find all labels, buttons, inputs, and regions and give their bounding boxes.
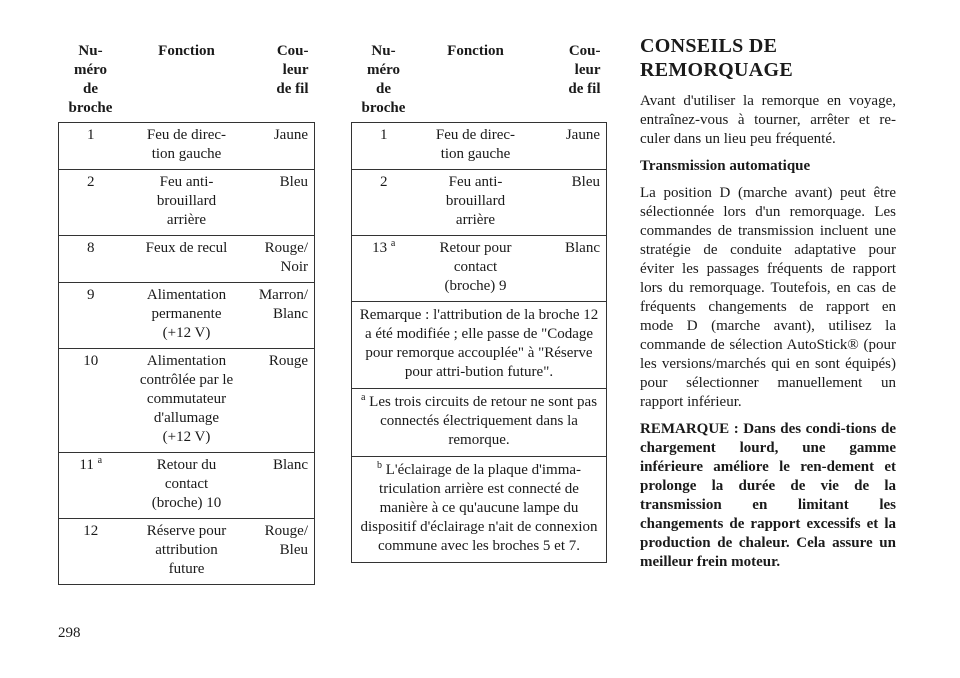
- table-row: [352, 236, 607, 302]
- pin-number-cell: [59, 453, 123, 519]
- header-function: Fonction: [447, 43, 504, 59]
- pin-number: 1: [87, 127, 95, 143]
- pin-number: 2: [380, 174, 388, 190]
- towing-tips-section: [640, 34, 896, 580]
- wire-color-cell: Rouge/ Bleu: [251, 519, 315, 585]
- function-cell: Feu de direc- tion gauche: [435, 127, 516, 162]
- pin-number-cell: [59, 236, 123, 283]
- function-cell: Feux de recul: [145, 240, 228, 256]
- function-cell: Retour pour contact (broche) 9: [439, 240, 512, 294]
- footnote-mark: a: [390, 238, 396, 249]
- function-cell: Alimentation permanente (+12 V): [146, 287, 227, 341]
- pin-number-cell: [59, 283, 123, 349]
- table-row: [59, 349, 315, 453]
- wire-color-cell: Bleu: [536, 170, 607, 236]
- footnote-mark: a: [97, 455, 103, 466]
- footnote-a: [352, 389, 607, 457]
- header-wire-color: Cou- leur de fil: [276, 43, 309, 97]
- table-row: [352, 123, 607, 170]
- pin-number-cell: [59, 519, 123, 585]
- header-pin-number: Nu- méro de broche: [361, 43, 406, 116]
- wire-color-cell: Bleu: [251, 170, 315, 236]
- wire-color-cell: Jaune: [251, 123, 315, 170]
- table-row: [59, 170, 315, 236]
- wire-color-cell: Jaune: [536, 123, 607, 170]
- pin-number: 10: [83, 353, 99, 369]
- function-cell: Feu anti- brouillard arrière: [156, 174, 217, 228]
- table-row: [59, 283, 315, 349]
- page-number: 298: [58, 625, 81, 641]
- remark-row: [352, 302, 607, 389]
- pin-number: 11: [79, 457, 94, 473]
- footnote-b-row: [352, 457, 607, 563]
- footnote-b-text: L'éclairage de la plaque d'imma-triculation arrière est connecté de manière à ce qu'aucune lampe du dispositif d'éclairage n'ait de connexion commune avec les broches 5 et 7.: [360, 462, 598, 554]
- header-pin-number: Nu- méro de broche: [68, 43, 113, 116]
- pin-number-cell: [352, 170, 416, 236]
- function-cell: Réserve pour attribution future: [146, 523, 227, 577]
- footnote-a-text: Les trois circuits de retour ne sont pas connectés électriquement dans la remorque.: [369, 394, 598, 448]
- pin-number-cell: [59, 170, 123, 236]
- intro-paragraph: Avant d'utiliser la remorque en voyage, entraînez-vous à tourner, arrêter et re-culer dans un lieu peu fréquenté.: [640, 93, 896, 147]
- pin-number: 9: [87, 287, 95, 303]
- pin-number: 2: [87, 174, 95, 190]
- footnote-a-mark: a: [360, 392, 366, 403]
- table-row: [59, 519, 315, 585]
- function-cell: Feu anti- brouillard arrière: [445, 174, 506, 228]
- subheading: Transmission automatique: [640, 158, 811, 174]
- pin-number-cell: [59, 349, 123, 453]
- table-row: [59, 453, 315, 519]
- pin-number: 1: [380, 127, 388, 143]
- table-row: [352, 170, 607, 236]
- pin-number-cell: [352, 236, 416, 302]
- wiring-table-1: [58, 40, 315, 585]
- pin-number: 12: [83, 523, 99, 539]
- section-title: CONSEILS DE REMORQUAGE: [640, 35, 793, 81]
- pin-number-cell: [59, 123, 123, 170]
- pin-number: 13: [372, 240, 388, 256]
- footnote-b: [352, 457, 607, 563]
- table-row: [59, 123, 315, 170]
- wire-color-cell: Rouge/ Noir: [251, 236, 315, 283]
- wire-color-cell: Rouge: [251, 349, 315, 453]
- function-cell: Retour du contact (broche) 10: [151, 457, 222, 511]
- note-paragraph: REMARQUE : Dans des condi-tions de chargement lourd, une gamme inférieure améliore le ren-dement et prolonge la durée de vie de la transmission en limitant les changements de rapport excessifs et la production de chaleur. Cela assure un meilleur frein moteur.: [640, 421, 896, 570]
- remark-text: Remarque : l'attribution de la broche 12 a été modifiée ; elle passe de "Codage pour remorque accouplée" à "Réserve pour attri-bution future".: [352, 302, 607, 389]
- wire-color-cell: Blanc: [536, 236, 607, 302]
- header-function: Fonction: [158, 43, 215, 59]
- body-paragraph: La position D (marche avant) peut être sélectionnée lors d'un remorquage. Les commandes de transmission incluent une stratégie de conduite adaptative pour éviter les passages fréquents de rapport lors du remorquage. Toutefois, en cas de fréquents changements de rapport en mode D (marche avant), utilisez la commande de sélection AutoStick® (pour les versions/marchés qui en sont équipés) pour sélectionner manuellement un rapport inférieur.: [640, 185, 896, 410]
- wire-color-cell: Blanc: [251, 453, 315, 519]
- footnote-b-mark: b: [376, 460, 382, 471]
- function-cell: Alimentation contrôlée par le commutateur d'allumage (+12 V): [139, 353, 234, 445]
- footnote-a-row: [352, 389, 607, 457]
- wire-color-cell: Marron/ Blanc: [251, 283, 315, 349]
- pin-number-cell: [352, 123, 416, 170]
- function-cell: Feu de direc- tion gauche: [146, 127, 227, 162]
- pin-number: 8: [87, 240, 95, 256]
- table-row: [59, 236, 315, 283]
- wiring-table-2: [351, 40, 607, 563]
- header-wire-color: Cou- leur de fil: [568, 43, 601, 97]
